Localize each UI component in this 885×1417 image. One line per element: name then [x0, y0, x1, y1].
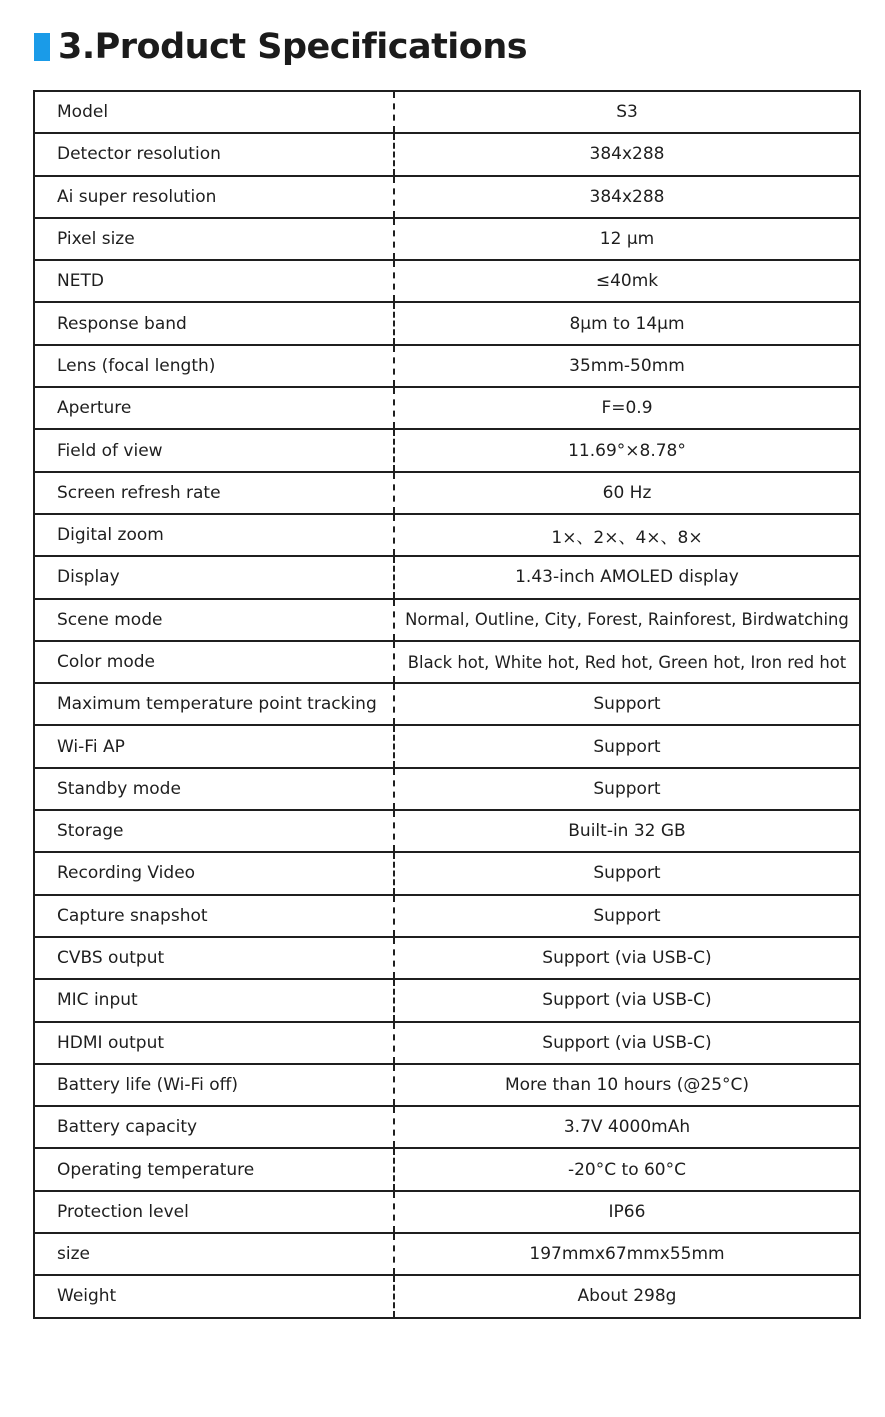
spec-label: HDMI output	[34, 1022, 394, 1064]
spec-label: Battery life (Wi-Fi off)	[34, 1064, 394, 1106]
spec-row	[34, 472, 860, 514]
spec-row	[34, 1022, 860, 1064]
spec-row	[34, 218, 860, 260]
spec-row	[34, 387, 860, 429]
spec-label: Lens (focal length)	[34, 345, 394, 387]
spec-value: Support	[394, 852, 860, 894]
spec-label: Screen refresh rate	[34, 472, 394, 514]
spec-value: Support	[394, 768, 860, 810]
spec-label: Weight	[34, 1275, 394, 1317]
spec-label: Response band	[34, 302, 394, 344]
spec-row	[34, 725, 860, 767]
spec-label: Storage	[34, 810, 394, 852]
spec-row	[34, 641, 860, 683]
spec-value: 1×、2×、4×、8×	[394, 514, 860, 556]
spec-row	[34, 176, 860, 218]
spec-value: Support	[394, 725, 860, 767]
spec-row	[34, 1064, 860, 1106]
spec-value: Support	[394, 895, 860, 937]
spec-value: 8μm to 14μm	[394, 302, 860, 344]
spec-row	[34, 1106, 860, 1148]
spec-label: Aperture	[34, 387, 394, 429]
spec-label: Field of view	[34, 429, 394, 471]
spec-label: Ai super resolution	[34, 176, 394, 218]
spec-value: S3	[394, 91, 860, 133]
spec-value: 11.69°×8.78°	[394, 429, 860, 471]
spec-value: 1.43-inch AMOLED display	[394, 556, 860, 598]
spec-row	[34, 556, 860, 598]
spec-row	[34, 810, 860, 852]
spec-value: -20°C to 60°C	[394, 1148, 860, 1190]
spec-row	[34, 514, 860, 556]
spec-label: Digital zoom	[34, 514, 394, 556]
spec-label: CVBS output	[34, 937, 394, 979]
spec-value: Normal, Outline, City, Forest, Rainforest, Birdwatching	[394, 599, 860, 641]
spec-label: Model	[34, 91, 394, 133]
spec-value: 60 Hz	[394, 472, 860, 514]
spec-label: Battery capacity	[34, 1106, 394, 1148]
spec-value: 197mmx67mmx55mm	[394, 1233, 860, 1275]
spec-label: Recording Video	[34, 852, 394, 894]
spec-value: Support (via USB-C)	[394, 979, 860, 1021]
spec-label: Operating temperature	[34, 1148, 394, 1190]
spec-row	[34, 599, 860, 641]
spec-label: Protection level	[34, 1191, 394, 1233]
spec-row	[34, 683, 860, 725]
spec-value: IP66	[394, 1191, 860, 1233]
spec-value: 384x288	[394, 133, 860, 175]
spec-row	[34, 768, 860, 810]
spec-value: 35mm-50mm	[394, 345, 860, 387]
spec-row	[34, 133, 860, 175]
spec-row	[34, 345, 860, 387]
spec-row	[34, 1191, 860, 1233]
spec-value: 3.7V 4000mAh	[394, 1106, 860, 1148]
spec-label: Standby mode	[34, 768, 394, 810]
spec-value: Built-in 32 GB	[394, 810, 860, 852]
spec-value: ≤40mk	[394, 260, 860, 302]
spec-value: Support	[394, 683, 860, 725]
spec-label: Wi-Fi AP	[34, 725, 394, 767]
spec-value: Black hot, White hot, Red hot, Green hot, Iron red hot	[394, 641, 860, 683]
spec-table-body	[34, 91, 860, 1318]
spec-row	[34, 979, 860, 1021]
spec-label: Display	[34, 556, 394, 598]
spec-value: 12 μm	[394, 218, 860, 260]
spec-label: Maximum temperature point tracking	[34, 683, 394, 725]
spec-table	[33, 90, 861, 1319]
spec-row	[34, 1148, 860, 1190]
page-title: 3.Product Specifications	[58, 27, 528, 67]
spec-label: Scene mode	[34, 599, 394, 641]
page-header	[34, 26, 527, 68]
spec-row	[34, 895, 860, 937]
spec-label: Detector resolution	[34, 133, 394, 175]
spec-label: MIC input	[34, 979, 394, 1021]
spec-row	[34, 1233, 860, 1275]
spec-value: Support (via USB-C)	[394, 937, 860, 979]
spec-row	[34, 1275, 860, 1317]
spec-value: F=0.9	[394, 387, 860, 429]
spec-label: Capture snapshot	[34, 895, 394, 937]
spec-label: Color mode	[34, 641, 394, 683]
title-accent-bar	[34, 33, 50, 61]
spec-row	[34, 260, 860, 302]
spec-row	[34, 91, 860, 133]
spec-value: About 298g	[394, 1275, 860, 1317]
spec-label: Pixel size	[34, 218, 394, 260]
spec-label: NETD	[34, 260, 394, 302]
spec-value: More than 10 hours (@25°C)	[394, 1064, 860, 1106]
spec-row	[34, 852, 860, 894]
spec-value: Support (via USB-C)	[394, 1022, 860, 1064]
spec-label: size	[34, 1233, 394, 1275]
spec-value: 384x288	[394, 176, 860, 218]
spec-row	[34, 429, 860, 471]
spec-row	[34, 302, 860, 344]
spec-row	[34, 937, 860, 979]
